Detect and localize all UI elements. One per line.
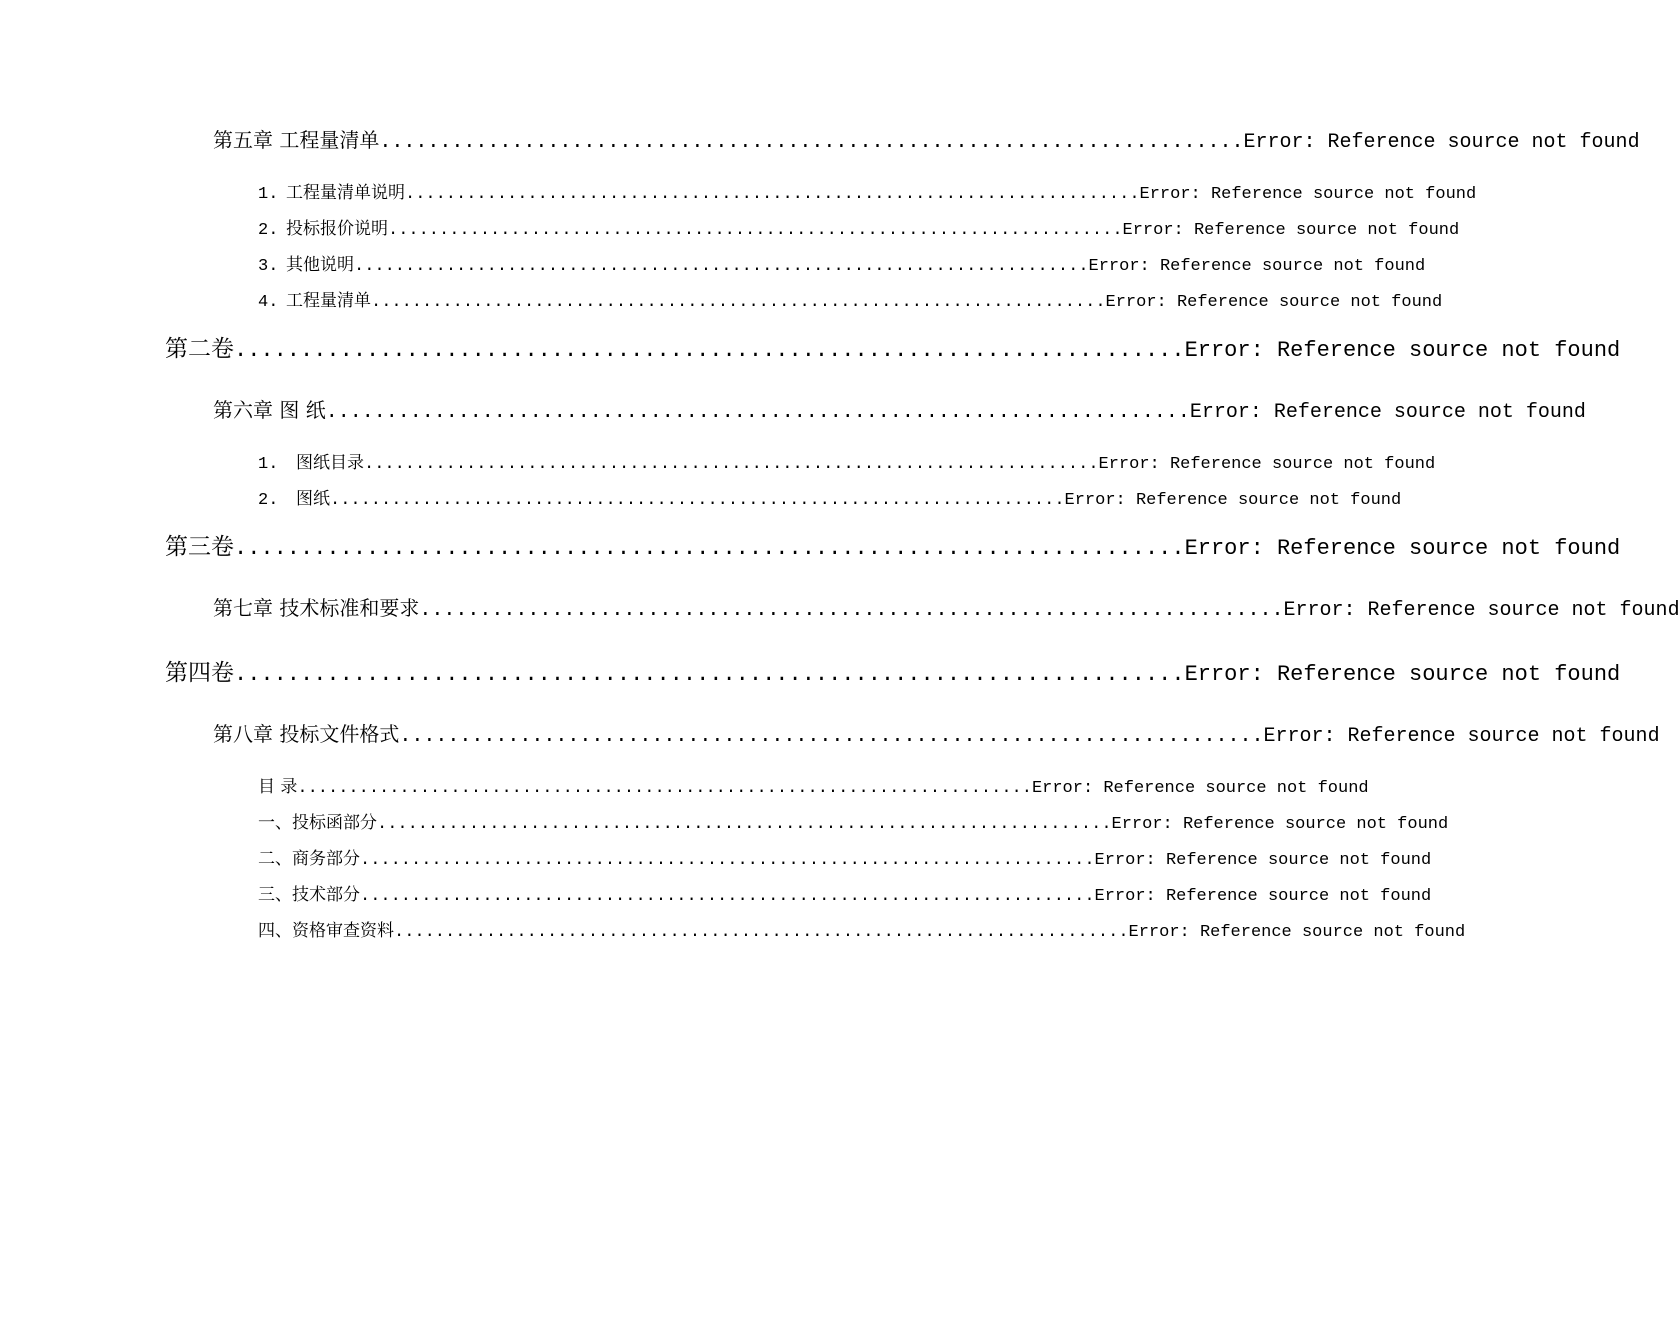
- toc-leader-dots: ........................................................................: [399, 725, 1264, 748]
- toc-entry-page-ref: Error: Reference source not found: [1128, 923, 1466, 942]
- toc-entry-title: 第二卷: [165, 336, 234, 362]
- toc-entry-chapter-6[interactable]: [213, 394, 1586, 424]
- toc-entry-title: 目 录: [258, 777, 298, 797]
- toc-entry-title: 四、资格审查资料: [258, 921, 394, 941]
- toc-leader-dots: ........................................................................: [364, 455, 1099, 474]
- toc-leader-dots: ........................................................................: [360, 851, 1095, 870]
- toc-entry-page-ref: Error: Reference source not found: [1184, 338, 1621, 363]
- toc-entry-title: 二、商务部分: [258, 849, 360, 869]
- toc-entry-page-ref: Error: Reference source not found: [1111, 815, 1449, 834]
- toc-entry-title: 工程量清单说明: [286, 183, 405, 203]
- toc-entry-page-ref: Error: Reference source not found: [1088, 257, 1426, 276]
- toc-entry-page-ref: Error: Reference source not found: [1098, 455, 1436, 474]
- toc-leader-dots: ........................................................................: [394, 923, 1129, 942]
- toc-leader-dots: ........................................................................: [360, 887, 1095, 906]
- toc-entry-number: 4.: [258, 293, 279, 312]
- toc-leader-dots: ........................................................................: [371, 293, 1106, 312]
- toc-entry-page-ref: Error: Reference source not found: [1094, 851, 1432, 870]
- toc-entry-section[interactable]: [258, 484, 1402, 510]
- toc-entry-title: 图纸目录: [296, 453, 364, 473]
- toc-entry-page-ref: Error: Reference source not found: [1184, 662, 1621, 687]
- toc-entry-page-ref: Error: Reference source not found: [1139, 185, 1477, 204]
- toc-entry-section[interactable]: [258, 880, 1432, 906]
- toc-entry-page-ref: Error: Reference source not found: [1263, 725, 1660, 748]
- toc-leader-dots: ........................................................................: [234, 338, 1185, 363]
- toc-entry-page-ref: Error: Reference source not found: [1283, 599, 1680, 622]
- toc-entry-section[interactable]: [258, 844, 1432, 870]
- toc-entry-page-ref: Error: Reference source not found: [1105, 293, 1443, 312]
- toc-entry-section[interactable]: [258, 214, 1460, 240]
- toc-entry-title: 第五章 工程量清单: [213, 128, 380, 152]
- toc-entry-page-ref: Error: Reference source not found: [1189, 401, 1586, 424]
- toc-entry-chapter-8[interactable]: [213, 718, 1660, 748]
- toc-entry-title: 三、技术部分: [258, 885, 360, 905]
- toc-leader-dots: ........................................................................: [379, 131, 1244, 154]
- toc-entry-section[interactable]: [258, 772, 1369, 798]
- toc-entry-title: 图纸: [296, 489, 330, 509]
- toc-entry-number: 1.: [258, 185, 279, 204]
- toc-leader-dots: ........................................................................: [234, 536, 1185, 561]
- toc-entry-title: 第三卷: [165, 534, 234, 560]
- toc-entry-title: 工程量清单: [286, 291, 371, 311]
- toc-entry-title: 第八章 投标文件格式: [213, 722, 400, 746]
- toc-leader-dots: ........................................................................: [234, 662, 1185, 687]
- toc-entry-section[interactable]: [258, 178, 1477, 204]
- toc-entry-section[interactable]: [258, 448, 1436, 474]
- toc-entry-number: 2.: [258, 491, 279, 510]
- toc-entry-chapter-7[interactable]: [213, 592, 1680, 622]
- toc-leader-dots: ........................................................................: [354, 257, 1089, 276]
- toc-leader-dots: ........................................................................: [377, 815, 1112, 834]
- toc-leader-dots: ........................................................................: [388, 221, 1123, 240]
- toc-entry-number: 1.: [258, 455, 279, 474]
- toc-entry-volume-3[interactable]: [165, 528, 1621, 561]
- toc-entry-number: 2.: [258, 221, 279, 240]
- toc-entry-page-ref: Error: Reference source not found: [1243, 131, 1640, 154]
- toc-leader-dots: ........................................................................: [325, 401, 1190, 424]
- toc-entry-number: 3.: [258, 257, 279, 276]
- toc-leader-dots: ........................................................................: [405, 185, 1140, 204]
- toc-entry-title: 其他说明: [286, 255, 354, 275]
- toc-entry-section[interactable]: [258, 808, 1449, 834]
- toc-entry-section[interactable]: [258, 286, 1443, 312]
- toc-entry-page-ref: Error: Reference source not found: [1184, 536, 1621, 561]
- toc-entry-title: 第七章 技术标准和要求: [213, 596, 420, 620]
- toc-entry-page-ref: Error: Reference source not found: [1094, 887, 1432, 906]
- toc-entry-page-ref: Error: Reference source not found: [1031, 779, 1369, 798]
- toc-leader-dots: ........................................................................: [297, 779, 1032, 798]
- toc-entry-page-ref: Error: Reference source not found: [1064, 491, 1402, 510]
- toc-entry-volume-4[interactable]: [165, 654, 1621, 687]
- toc-entry-title: 一、投标函部分: [258, 813, 377, 833]
- toc-entry-chapter-5[interactable]: [213, 124, 1640, 154]
- toc-entry-title: 第四卷: [165, 660, 234, 686]
- toc-entry-title: 第六章 图 纸: [213, 398, 326, 422]
- toc-leader-dots: ........................................................................: [419, 599, 1284, 622]
- toc-entry-section[interactable]: [258, 916, 1466, 942]
- toc-entry-title: 投标报价说明: [286, 219, 388, 239]
- toc-entry-section[interactable]: [258, 250, 1426, 276]
- toc-entry-page-ref: Error: Reference source not found: [1122, 221, 1460, 240]
- toc-entry-volume-2[interactable]: [165, 330, 1621, 363]
- toc-leader-dots: ........................................................................: [330, 491, 1065, 510]
